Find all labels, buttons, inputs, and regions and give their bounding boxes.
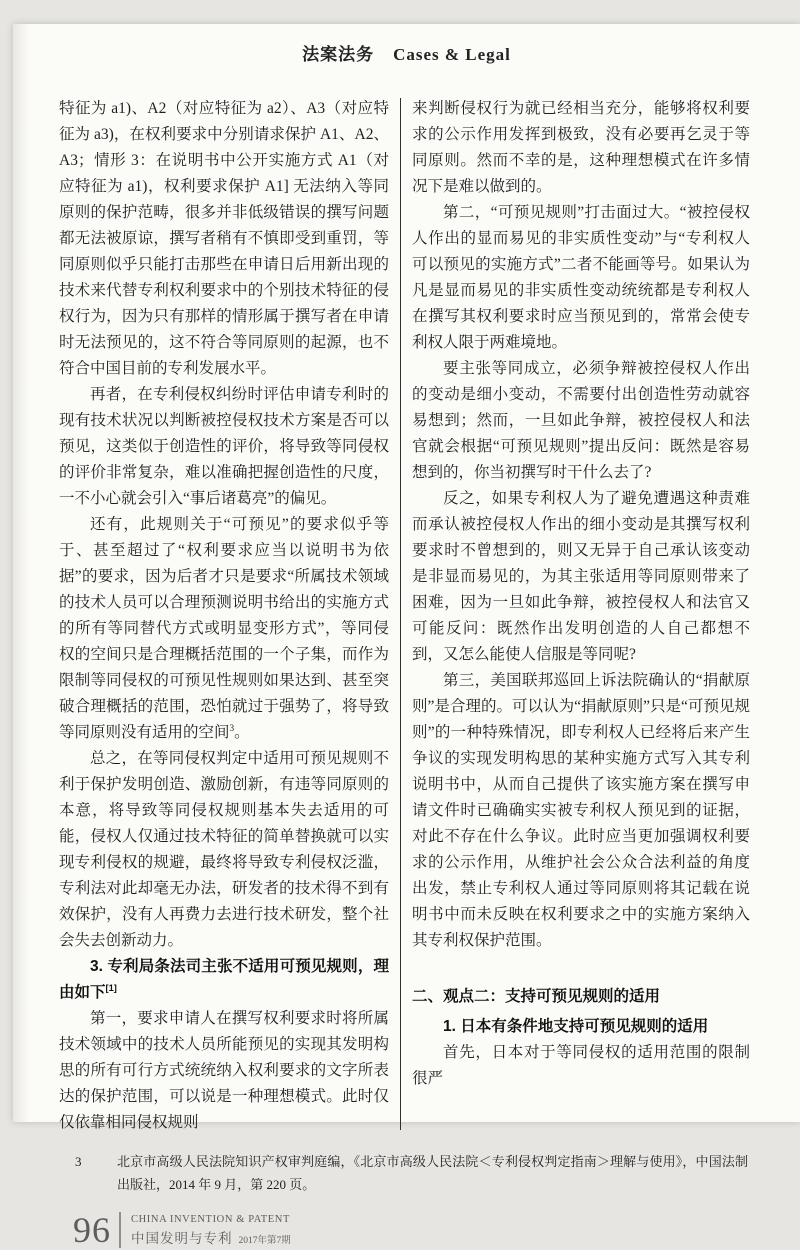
paragraph: 首先，日本对于等同侵权的适用范围的限制很严 — [412, 1044, 750, 1087]
paragraph: 第二，“可预见规则”打击面过大。“被控侵权人作出的显而易见的非实质性变动”与“专利权人可以预见的实施方式”二者不能画等号。如果认为凡是显而易见的非实质性变动统统都是专利权人在撰写其权利要求时应当预见到的，常常会使专利权人限于两难境地。 — [412, 204, 750, 351]
right-column — [412, 96, 750, 1136]
journal-name-cn: 中国发明与专利 — [131, 1230, 233, 1246]
heading: 1. 日本有条件地支持可预见规则的适用 — [443, 1018, 709, 1035]
paragraph: 第三，美国联邦巡回上诉法院确认的“捐献原则”是合理的。可以认为“捐献原则”只是“可预见规则”的一种特殊情况，即专利权人已经将后来产生争议的实现发明构思的某种实施方式写入其专利说明书中，从而自己提供了该实施方案在撰写申请文件时已确确实实被专利权人预见到的证据，对此不存在什么争议。此时应当更加强调权利要求的公示作用，从维护社会公众合法利益的角度出发，禁止专利权人通过等同原则将其记载在说明书中而未反映在权利要求之中的实施方案纳入其专利权保护范围。 — [412, 672, 750, 949]
scanned-page — [13, 24, 800, 1250]
footnote-text: 北京市高级人民法院知识产权审判庭编，《北京市高级人民法院＜专利侵权判定指南＞理解与使用》，中国法制出版社，2014 年 9 月，第 220 页。 — [117, 1154, 748, 1192]
paragraph: 来判断侵权行为就已经相当充分，能够将权利要求的公示作用发挥到极致，没有必要再乞灵于等同原则。然而不幸的是，这种理想模式在许多情况下是难以做到的。 — [412, 100, 750, 195]
footnote — [13, 1142, 800, 1196]
paragraph: 特征为 a1)、A2（对应特征为 a2）、A3（对应特征为 a3)，在权利要求中分别请求保护 A1、A2、A3；情形 3：在说明书中公开实施方式 A1（对应特征为 a1)，权利要求保护 A1] 无法纳入等同原则的保护范畴，很多并非低级错误的撰写问题都无法被原谅，撰写者稍有不慎即受到重罚，等同原则似乎只能打击那些在申请日后用新出现的技术来代替专利权利要求中的个别技术特征的侵权行为，因为只有那样的情形属于撰写者在申请时无法预见的，这不符合等同原则的起源，也不符合中国目前的专利发展水平。 — [59, 100, 389, 377]
paragraph: 反之，如果专利权人为了避免遭遇这种责难而承认被控侵权人作出的细小变动是其撰写权利要求时不曾想到的，则又无异于自己承认该变动是非显而易见的，为其主张适用等同原则带来了困难，因为一旦如此争辩，被控侵权人和法官又可能反问：既然作出发明创造的人自己都想不到，又怎么能使人信服是等同呢? — [412, 490, 750, 663]
page-footer — [13, 1196, 800, 1248]
left-column — [59, 96, 389, 1136]
journal-block — [131, 1214, 291, 1247]
paragraph: 要主张等同成立，必须争辩被控侵权人作出的变动是细小变动，不需要付出创造性劳动就容易想到；然而，一旦如此争辩，被控侵权人和法官就会根据“可预见规则”提出反问：既然是容易想到的，你当初撰写时干什么去了? — [412, 360, 750, 481]
paragraph: 还有，此规则关于“可预见”的要求似乎等于、甚至超过了“权利要求应当以说明书为依据”的要求，因为后者才只是要求“所属技术领域的技术人员可以合理预测说明书给出的实施方式的所有等同替代方式或明显变形方式”，等同侵权的空间只是合理概括范围的一个子集，而作为限制等同侵权的可预见性规则如果达到、甚至突破合理概括的范围，恐怕就过于强势了，将导致等同原则没有适用的空间$^3$。 — [59, 516, 389, 741]
heading: 3. 专利局条法司主张不适用可预见规则，理由如下[1] — [59, 958, 389, 1001]
heading: 二、观点二：支持可预见规则的适用 — [412, 988, 661, 1005]
journal-name-cn-row — [131, 1227, 291, 1247]
paragraph: 第一，要求申请人在撰写权利要求时将所属技术领域中的技术人员所能预见的实现其发明构思的所有可行方式统统纳入权利要求的文字所表达的保护范围，可以说是一种理想模式。此时仅仅依靠相同侵权规则 — [59, 1010, 389, 1131]
footer-divider — [119, 1212, 121, 1248]
footnote-marker: 3 — [75, 1154, 82, 1169]
paragraph: 总之，在等同侵权判定中适用可预见规则不利于保护发明创造、激励创新，有违等同原则的本意，将导致等同侵权规则基本失去适用的可能，侵权人仅通过技术特征的简单替换就可以实现专利侵权的规避，最终将导致专利侵权泛滥，专利法对此却毫无办法，研发者的技术得不到有效保护，没有人再费力去进行技术研发，整个社会失去创新动力。 — [59, 750, 389, 949]
page-number: 96 — [73, 1210, 111, 1250]
article-body — [13, 70, 800, 1136]
page-header — [13, 24, 800, 65]
section-title-cn: 法案法务 — [302, 45, 375, 64]
journal-issue: 2017年第7期 — [238, 1235, 291, 1246]
section-title-en: Cases & Legal — [393, 45, 511, 64]
journal-name-en: CHINA INVENTION & PATENT — [131, 1213, 290, 1225]
paragraph: 再者，在专利侵权纠纷时评估申请专利时的现有技术状况以判断被控侵权技术方案是否可以预见，这类似于创造性的评价，将导致等同侵权的评价非常复杂，难以准确把握创造性的尺度，一不小心就会引入“事后诸葛亮”的偏见。 — [59, 386, 389, 507]
column-divider — [400, 98, 401, 1130]
